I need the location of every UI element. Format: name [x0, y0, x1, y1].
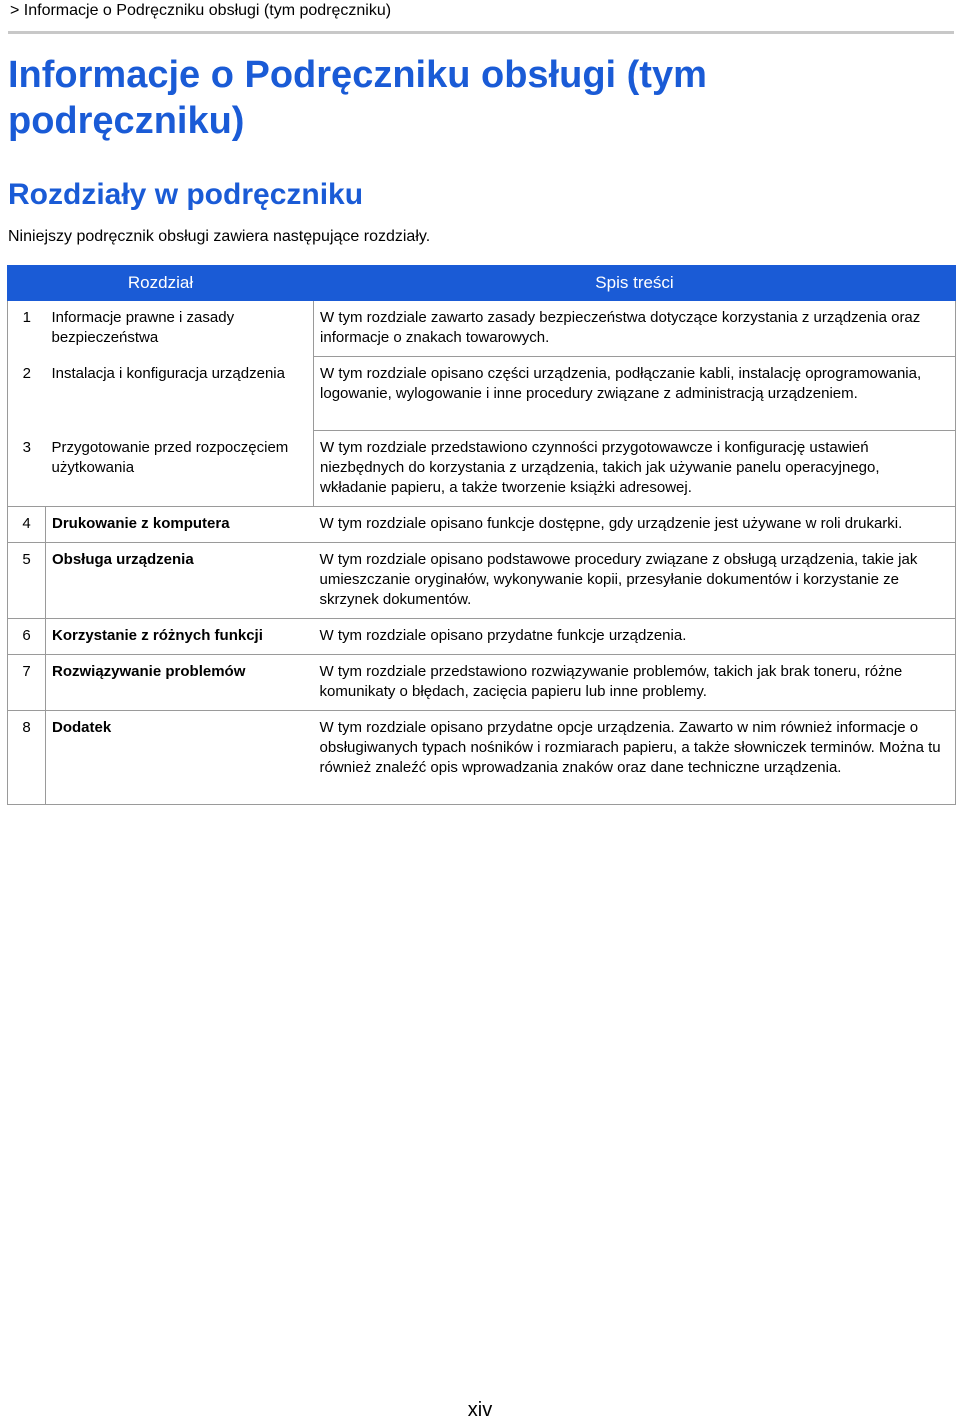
chapter-number: 6	[8, 619, 46, 655]
chapter-name: Drukowanie z komputera	[46, 507, 314, 543]
chapter-name: Instalacja i konfiguracja urządzenia	[46, 357, 314, 431]
chapter-description: W tym rozdziale zawarto zasady bezpieczeństwa dotyczące korzystania z urządzenia oraz informacje o znakach towarowych.	[314, 301, 956, 357]
table-row	[8, 619, 956, 655]
chapter-name: Obsługa urządzenia	[46, 543, 314, 619]
chapter-number: 4	[8, 507, 46, 543]
chapter-description: W tym rozdziale przedstawiono rozwiązywanie problemów, takich jak brak toneru, różne komunikaty o błędach, zacięcia papieru lub inne problemy.	[314, 655, 956, 711]
header-contents: Spis treści	[314, 266, 956, 301]
chapter-description: W tym rozdziale opisano przydatne opcje urządzenia. Zawarto w nim również informacje o obsługiwanych typach nośników i rozmiarach papieru, a także słowniczek terminów. Można tu również znaleźć opis wprowadzania znaków oraz dane techniczne urządzenia.	[314, 711, 956, 805]
chapter-number: 2	[8, 357, 46, 431]
chapter-number: 3	[8, 431, 46, 507]
chapter-number: 7	[8, 655, 46, 711]
table-row	[8, 301, 956, 357]
chapter-name: Rozwiązywanie problemów	[46, 655, 314, 711]
chapter-number: 1	[8, 301, 46, 357]
table-row	[8, 357, 956, 431]
page-number: xiv	[467, 1399, 493, 1421]
chapter-description: W tym rozdziale opisano funkcje dostępne, gdy urządzenie jest używane w roli drukarki.	[314, 507, 956, 543]
header-divider	[8, 31, 954, 34]
chapter-description: W tym rozdziale opisano przydatne funkcje urządzenia.	[314, 619, 956, 655]
chapter-name: Dodatek	[46, 711, 314, 805]
chapters-table	[7, 265, 956, 805]
breadcrumb: > Informacje o Podręczniku obsługi (tym podręczniku)	[10, 2, 392, 19]
page-title: Informacje o Podręczniku obsługi (tym podręczniku)	[8, 54, 707, 142]
table-row	[8, 711, 956, 805]
table-row	[8, 507, 956, 543]
chapter-name: Przygotowanie przed rozpoczęciem użytkowania	[46, 431, 314, 507]
chapter-name: Korzystanie z różnych funkcji	[46, 619, 314, 655]
chapter-description: W tym rozdziale przedstawiono czynności przygotowawcze i konfigurację ustawień niezbędnych do korzystania z urządzenia, takich jak używanie panelu operacyjnego, wkładanie papieru, a także tworzenie książki adresowej.	[314, 431, 956, 507]
chapter-description: W tym rozdziale opisano podstawowe procedury związane z obsługą urządzenia, takie jak umieszczanie oryginałów, wykonywanie kopii, przesyłanie dokumentów i korzystanie ze skrzynek dokumentów.	[314, 543, 956, 619]
section-title: Rozdziały w podręczniku	[8, 178, 364, 211]
chapter-description: W tym rozdziale opisano części urządzenia, podłączanie kabli, instalację oprogramowania, logowanie, wylogowanie i inne procedury związane z administracją urządzeniem.	[314, 357, 956, 431]
chapter-name: Informacje prawne i zasady bezpieczeństwa	[46, 301, 314, 357]
table-row	[8, 543, 956, 619]
chapter-number: 8	[8, 711, 46, 805]
header-chapter: Rozdział	[8, 266, 314, 301]
table-row	[8, 655, 956, 711]
intro-text: Niniejszy podręcznik obsługi zawiera następujące rozdziały.	[8, 228, 431, 245]
chapter-number: 5	[8, 543, 46, 619]
table-header-row	[8, 266, 956, 301]
table-row	[8, 431, 956, 507]
